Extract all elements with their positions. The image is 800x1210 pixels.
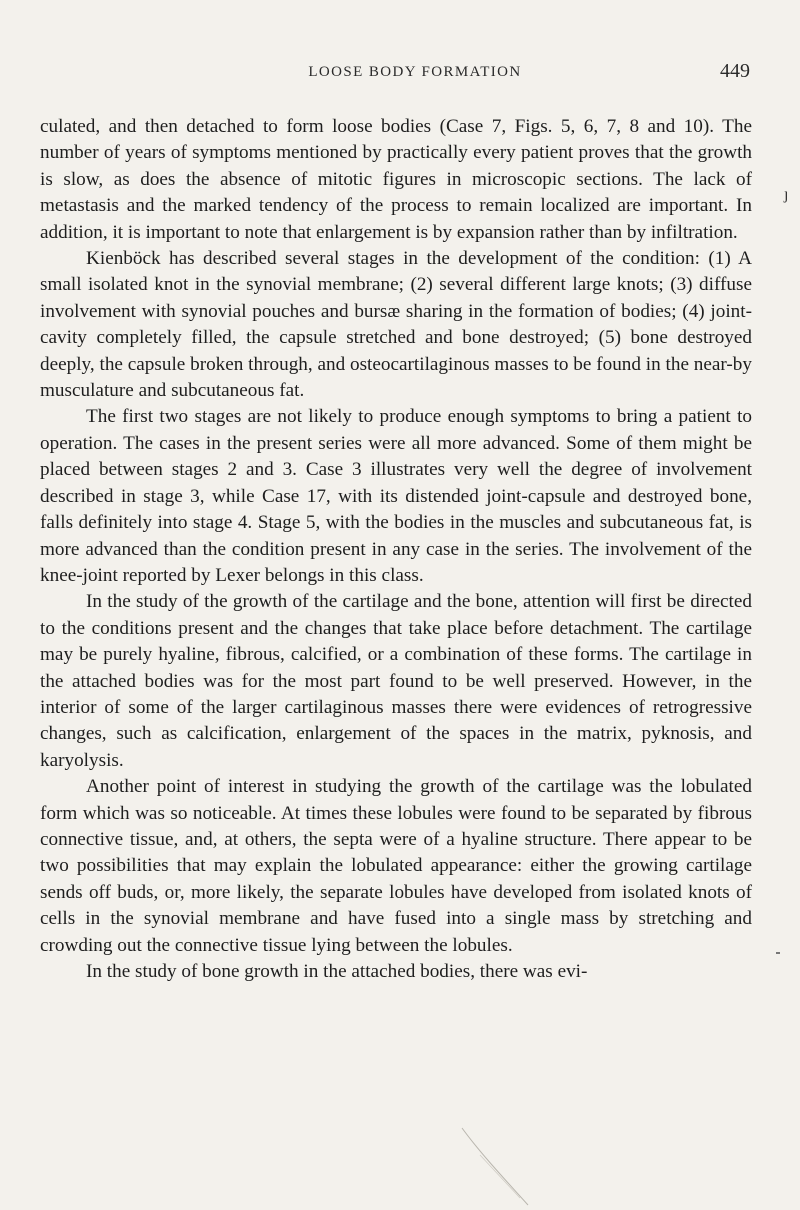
page-header	[40, 60, 750, 88]
paragraph-first-two-stages: The first two stages are not likely to produce enough symptoms to bring a patient to operation. The cases in the present series were all more advanced. Some of them might be placed between stages 2 and 3. Case 3 illustrates very well the degree of involvement described in stage 3, while Case 17, with its distended joint-capsule and destroyed bone, falls definitely into stage 4. Stage 5, with the bodies in the muscles and subcutaneous fat, is more advanced than the condition present in any case in the series. The involvement of the knee-joint reported by Lexer belongs in this class.	[40, 406, 752, 586]
paragraph-lobulated-form: Another point of interest in studying the growth of the cartilage was the lobulated form which was so noticeable. At times these lobules were found to be separated by fibrous connective tissue, and, at others, the septa were of a hyaline structure. There appear to be two possibilities that may explain the lobulated appearance: either the growing cartilage sends off buds, or, more likely, the separate lobules have developed from isolated knots of cells in the synovial membrane and have fused into a single mass by stretching and crowding out the connective tissue lying between the lobules.	[40, 776, 752, 956]
running-head: LOOSE BODY FORMATION	[308, 64, 522, 80]
page-number: 449	[720, 60, 750, 82]
margin-tick	[776, 952, 780, 954]
paragraph-bone-growth: In the study of bone growth in the attached bodies, there was evi-	[86, 961, 588, 982]
body-text	[40, 114, 752, 985]
paragraph-continued: culated, and then detached to form loose bodies (Case 7, Figs. 5, 6, 7, 8 and 10). The number of years of symptoms mentioned by practically every patient proves that the growth is slow, as does the absence of mitotic figures in microscopic sections. The lack of metastasis and the marked tendency of the process to remain localized are important. In addition, it is important to note that enlargement is by expansion rather than by infiltration.	[40, 116, 752, 243]
paragraph-kienbock-stages: Kienböck has described several stages in the development of the condition: (1) A small isolated knot in the synovial membrane; (2) several different large knots; (3) diffuse involvement with synovial pouches and bursæ sharing in the formation of bodies; (4) joint-cavity completely filled, the capsule stretched and bone destroyed; (5) bone destroyed deeply, the capsule broken through, and osteocartilaginous masses to be found in the near-by musculature and subcutaneous fat.	[40, 248, 752, 402]
margin-mark: ȷ	[784, 186, 789, 203]
paragraph-cartilage-growth: In the study of the growth of the cartilage and the bone, attention will first be directed to the conditions present and the changes that take place before detachment. The cartilage may be purely hyaline, fibrous, calcified, or a combination of these forms. The cartilage in the attached bodies was for the most part found to be well preserved. However, in the interior of some of the larger cartilaginous masses there were evidences of retrogressive changes, such as calcification, enlargement of the spaces in the matrix, pyknosis, and karyolysis.	[40, 591, 752, 771]
